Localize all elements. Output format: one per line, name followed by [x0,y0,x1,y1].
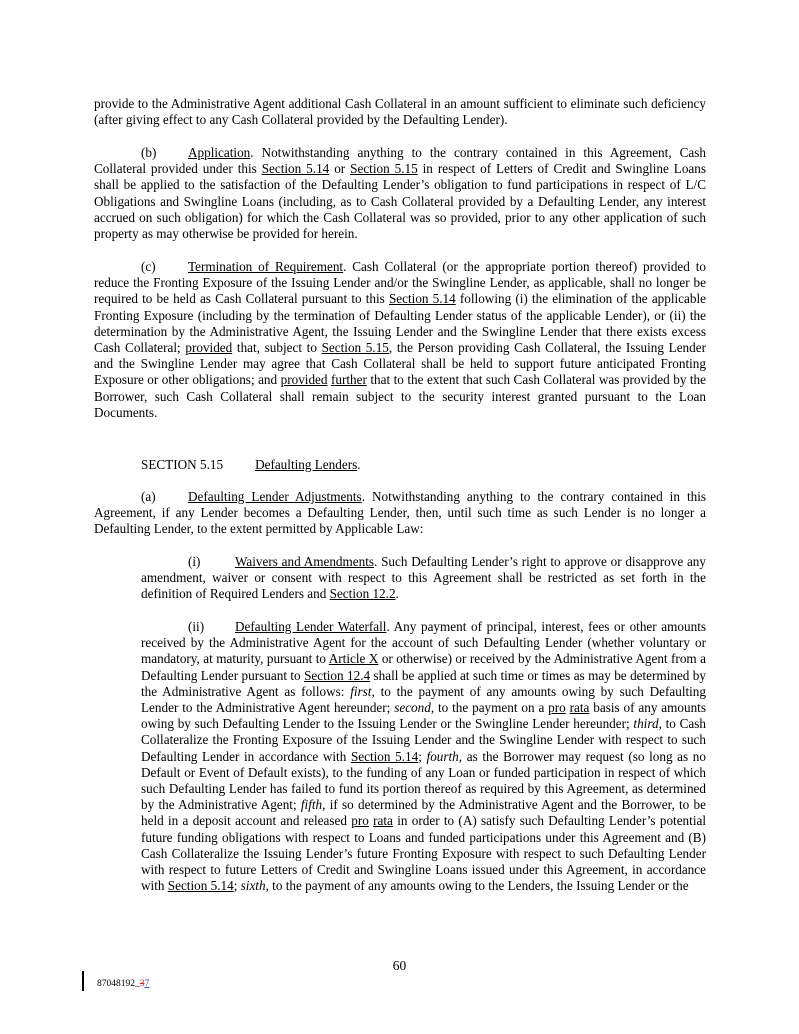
document-id: 87048192_37 [97,979,150,989]
paragraph-label: (i) [188,554,201,569]
paragraph-i: (i) Waivers and Amendments. Such Defaulting Lender’s right to approve or disapprove any amendment, waiver or consent with respect to this Agreement shall be restricted as set forth in the definition of Required Lenders and Section 12.2. [141,554,706,602]
defined-term: provided [185,340,233,356]
ordinal-term: sixth [240,878,266,894]
paragraph-a: (a) Defaulting Lender Adjustments. Notwithstanding anything to the contrary contained in this Agreement, if any Lender becomes a Defaulting Lender, then, until such time as such Lender is no longer a Defaulting Lender, to the extent permitted by Applicable Law: [94,489,706,537]
cross-reference: Article X [328,651,379,667]
cross-reference: Section 5.15 [350,161,418,177]
defined-term: rata [373,813,393,829]
defined-term: rata [569,700,590,716]
defined-term: provided [280,372,328,388]
cross-reference: Section 5.14 [388,291,456,307]
ordinal-term: fifth [300,797,323,813]
paragraph-title: Defaulting Lender Waterfall [235,619,387,634]
cross-reference: Section 5.14 [167,878,234,894]
section-title: Defaulting Lenders [255,457,358,472]
deleted-revision: 3 [139,979,145,989]
paragraph-label: (b) [141,145,157,160]
paragraph-title: Termination of Requirement [188,259,344,274]
page-number: 60 [392,958,407,973]
defined-term: pro [548,700,566,716]
cross-reference: Section 5.15 [321,340,389,356]
paragraph-b: (b) Application. Notwithstanding anything to the contrary contained in this Agreement, Cash Collateral provided under this Section 5.14 or Section 5.15 in respect of Letters of Credit and Swingline Loans shall be applied to the satisfaction of the Defaulting Lender’s obligation to fund participations in respect of L/C Obligations and Swingline Loans (including, as to Cash Collateral provided by a Defaulting Lender, any interest accrued on such obligation) for which the Cash Collateral was so provided, prior to any other application of such property as may otherwise be provided for herein. [94,145,706,242]
section-number: SECTION 5.15 [141,457,224,472]
ordinal-term: third [633,716,659,732]
paragraph-continuation [94,96,706,128]
cross-reference: Section 5.14 [261,161,330,177]
defined-term: pro [351,813,369,829]
cross-reference: Section 12.4 [304,667,371,683]
paragraph-label: (a) [141,489,156,504]
paragraph-label: (ii) [188,619,205,634]
paragraph-text: provide to the Administrative Agent additional Cash Collateral in an amount sufficient to eliminate such deficiency (after giving effect to any Cash Collateral provided by the Defaulting Lender). [94,96,706,128]
inserted-revision: 7 [144,979,150,989]
defined-term: further [330,372,367,388]
paragraph-c: (c) Termination of Requirement. Cash Collateral (or the appropriate portion thereof) provided to reduce the Fronting Exposure of the Issuing Lender and/or the Swingline Lender, as applicable, shall no longer be required to be held as Cash Collateral pursuant to this Section 5.14 following (i) the elimination of the applicable Fronting Exposure (including by the termination of Defaulting Lender status of the applicable Lender), or (ii) the determination by the Administrative Agent, the Issuing Lender and the Swingline Lender that there exists excess Cash Collateral; provided that, subject to Section 5.15, the Person providing Cash Collateral, the Issuing Lender and the Swingline Lender may agree that Cash Collateral shall be held to support future anticipated Fronting Exposure or other obligations; and provided further that to the extent that such Cash Collateral was provided by the Borrower, such Cash Collateral shall remain subject to the security interest granted pursuant to the Loan Documents. [94,259,707,420]
cross-reference: Section 5.14 [350,748,419,764]
paragraph-title: Defaulting Lender Adjustments [188,489,362,504]
paragraph-title: Application [188,145,251,160]
cross-reference: Section 12.2 [329,586,396,602]
ordinal-term: second [394,700,431,716]
paragraph-label: (c) [141,259,156,274]
change-bar [82,971,84,991]
paragraph-title: Waivers and Amendments [235,554,375,569]
ordinal-term: fourth [426,748,459,764]
section-heading: SECTION 5.15 Defaulting Lenders. [141,457,361,472]
paragraph-ii: (ii) Defaulting Lender Waterfall. Any payment of principal, interest, fees or other amounts received by the Administrative Agent for the account of such Defaulting Lender (whether voluntary or mandatory, at maturity, pursuant to Article X or otherwise) or received by the Administrative Agent from a Defaulting Lender pursuant to Section 12.4 shall be applied at such time or times as may be determined by the Administrative Agent as follows: first, to the payment of any amounts owing by such Defaulting Lender to the Administrative Agent hereunder; second, to the payment on a pro rata basis of any amounts owing by such Defaulting Lender to the Issuing Lender or the Swingline Lender hereunder; third, to Cash Collateralize the Fronting Exposure of the Issuing Lender and the Swingline Lender with respect to such Defaulting Lender in accordance with Section 5.14; fourth, as the Borrower may request (so long as no Default or Event of Default exists), to the funding of any Loan or funded participation in respect of which such Defaulting Lender has failed to fund its portion thereof as required by this Agreement, as determined by the Administrative Agent; fifth, if so determined by the Administrative Agent and the Borrower, to be held in a deposit account and released pro rata in order to (A) satisfy such Defaulting Lender’s potential future funding obligations with respect to Loans and funded participations under this Agreement and (B) Cash Collateralize the Issuing Lender’s future Fronting Exposure with respect to such Defaulting Lender with respect to future Letters of Credit and Swingline Loans issued under this Agreement, in accordance with Section 5.14; sixth, to the payment of any amounts owing to the Lenders, the Issuing Lender or the [141,619,706,894]
ordinal-term: first [350,683,372,699]
